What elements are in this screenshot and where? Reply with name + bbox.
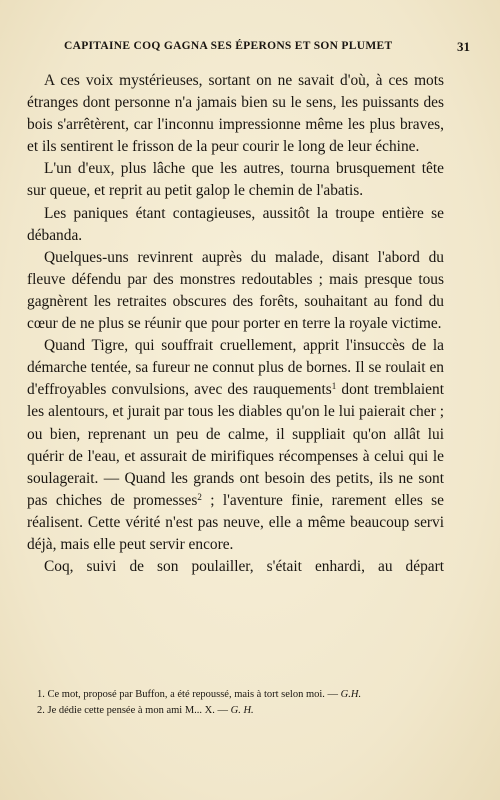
footnote-text: 2. Je dédie cette pensée à mon ami M... X. — (37, 705, 231, 716)
footnote-signature: G. H. (230, 705, 254, 716)
page-number: 31 (457, 39, 470, 54)
footnote-text: 1. Ce mot, proposé par Buffon, a été repoussé, mais à tort selon moi. — (37, 689, 341, 700)
footnotes (27, 687, 444, 719)
body-text (27, 70, 444, 578)
paragraph: A ces voix mystérieuses, sortant on ne savait d'où, à ces mots étranges dont personne n'a jamais bien su le sens, les puissants des bois s'arrêtèrent, car l'inconnu impressionne même les plus braves, et ils sentirent le frisson de la peur courir le long de leur échine. (27, 72, 444, 156)
paragraph: Les paniques étant contagieuses, aussitôt la troupe entière se débanda. (27, 204, 444, 244)
paragraph-text: ; l'aventure finie, rarement elles se réalisent. Cette vérité n'est pas neuve, elle a même beaucoup servi déjà, mais elle peut servir encore. (27, 491, 445, 553)
paragraph: Coq, suivi de son poulailler, s'était enhardi, au départ (44, 558, 444, 576)
footnote-marker: 1 (331, 381, 337, 392)
footnote-marker: 2 (197, 491, 202, 502)
paragraph (27, 335, 444, 556)
page-header (30, 40, 470, 58)
running-title: CAPITAINE COQ GAGNA SES ÉPERONS ET SON PLUMET (64, 40, 393, 52)
paragraph-text: dont tremblaient les alentours, et jurait par tous les diables qu'on le lui paierait cher ; ou bien, reprenant un peu de calme, il suppliait qu'on allât lui quérir de l'eau, et assurait de mirifiques récompenses à celui qui le soulagerait. — Quand les grands ont besoin des petits, ils ne sont pas chiches de promesses (27, 381, 444, 509)
paragraph-text: Quand Tigre, qui souffrait cruellement, apprit l'insuccès de la démarche tentée, sa fureur ne connut plus de bornes. Il se roulait en d'effroyables convulsions, avec des rauquements (27, 337, 444, 399)
footnote (27, 703, 444, 719)
paragraph: Quelques-uns revinrent auprès du malade, disant l'abord du fleuve défendu par des monstres redoutables ; mais presque tous gagnèrent les retraites obscures des forêts, souhaitant au fond du cœur de ne plus se réunir que pour porter en terre la royale victime. (27, 248, 444, 333)
footnote (27, 687, 444, 703)
footnote-signature: G.H. (340, 689, 362, 700)
paragraph: L'un d'eux, plus lâche que les autres, tourna brusquement tête sur queue, et reprit au petit galop le chemin de l'abatis. (27, 160, 444, 200)
